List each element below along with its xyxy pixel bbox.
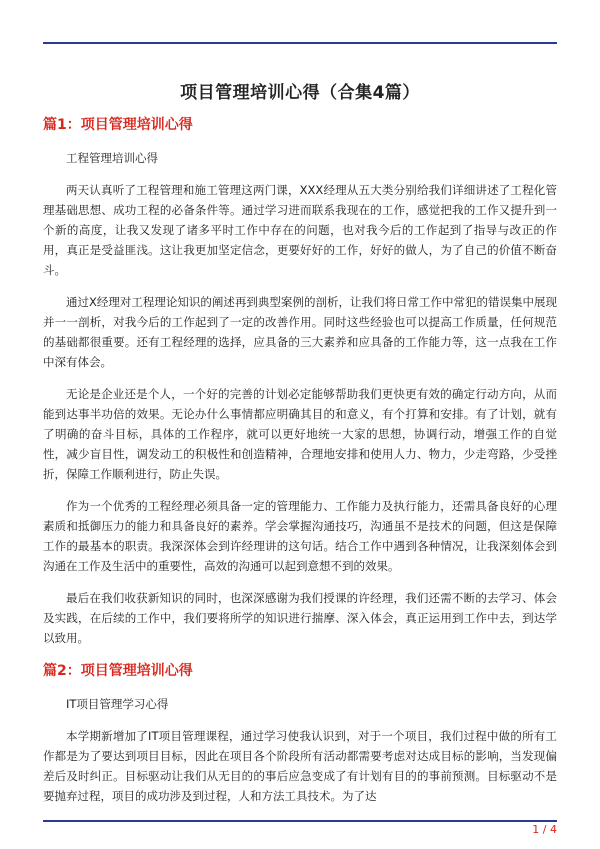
page-number: 1 / 4 <box>532 823 557 836</box>
footer-rule <box>43 820 557 822</box>
paragraph: 最后在我们收获新知识的同时，也深深感谢为我们授课的许经理，我们还需不断的去学习、体会及实践，在后续的工作中，我们要将所学的知识进行揣摩、深入体会，真正运用到工作中去，到达学以致用。 <box>43 591 557 645</box>
section-2 <box>43 660 557 806</box>
paragraph: 通过X经理对工程理论知识的阐述再到典型案例的剖析，让我们将日常工作中常犯的错误集中展现并一一剖析，对我今后的工作起到了一定的改善作用。同时这些经验也可以提高工作质量，任何规范的基础都很重要。还有工程经理的选择，应具备的三大素养和应具备的工作能力等，这一点我在工作中深有体会。 <box>43 295 557 369</box>
document-title: 项目管理培训心得（合集4篇） <box>180 83 420 103</box>
section-heading: 篇2：项目管理培训心得 <box>43 663 193 679</box>
section-subtitle: IT项目管理学习心得 <box>66 697 169 711</box>
document-body <box>43 114 557 818</box>
section-1 <box>43 114 557 648</box>
section-subtitle: 工程管理培训心得 <box>66 151 158 165</box>
paragraph: 两天认真听了工程管理和施工管理这两门课，XXX经理从五大类分别给我们详细讲述了工程化管理基础思想、成功工程的必备条件等。通过学习进而联系我现在的工作，感觉把我的工作又提升到一个新的高度，让我又发现了诸多平时工作中存在的问题，也对我今后的工作起到了指导与改正的作用，真正是受益匪浅。这让我更加坚定信念，更要好好的工作，好好的做人，为了自己的价值不断奋斗。 <box>43 183 557 277</box>
paragraph: 无论是企业还是个人，一个好的完善的计划必定能够帮助我们更快更有效的确定行动方向，从而能到达事半功倍的效果。无论办什么事情都应明确其目的和意义，有个打算和安排。有了计划，就有了明确的奋斗目标，具体的工作程序，就可以更好地统一大家的思想，协调行动，增强工作的自觉性，减少盲目性，调发动工的积极性和创造精神，合理地安排和使用人力、物力，少走弯路，少受挫折，保障工作顺利进行，防止失误。 <box>43 387 557 481</box>
paragraph: 本学期新增加了IT项目管理课程，通过学习使我认识到，对于一个项目，我们过程中做的所有工作都是为了要达到项目目标，因此在项目各个阶段所有活动都需要考虑对达成目标的影响，当发现偏差后及时纠正。目标驱动让我们从无目的的事后应急变成了有计划有目的的事前预测。目标驱动不是要抛弃过程，项目的成功涉及到过程，人和方法工具技术。为了达 <box>43 729 557 803</box>
section-heading: 篇1：项目管理培训心得 <box>43 117 193 133</box>
header-rule <box>43 42 557 44</box>
paragraph: 作为一个优秀的工程经理必须具备一定的管理能力、工作能力及执行能力，还需具备良好的心理素质和抵御压力的能力和具备良好的素养。学会掌握沟通技巧，沟通虽不是技术的问题，但这是保障工作的最基本的职责。我深深体会到许经理讲的这句话。结合工作中遇到各种情况，让我深刻体会到沟通在工作及生活中的重要性，高效的沟通可以起到意想不到的效果。 <box>43 499 557 573</box>
